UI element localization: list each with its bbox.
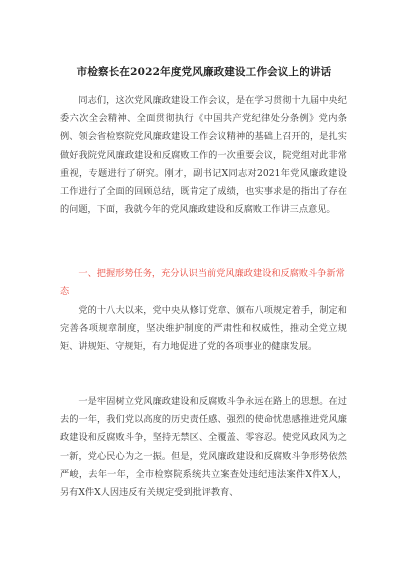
paragraph-point-one: 一是牢固树立党风廉政建设和反腐败斗争永远在路上的思想。在过去的一年，我们党以高度的历史责任感、强烈的使命忧患感推进党风廉政建设和反腐败斗争，坚持无禁区、全覆盖、零容忍。使党风政风为之一新，党心民心为之一振。但是，党风廉政建设和反腐败斗争形势依然严峻，去年一年，全市检察院系统共立案查处违纪违法案件X件X人，另有X件X人因违反有关规定受到批评教育、 (60, 396, 347, 499)
document-title: 市检察长在2022年度党风廉政建设工作会议上的讲话 (76, 66, 332, 78)
paragraph-opening: 同志们，这次党风廉政建设工作会议，是在学习贯彻十九届中央纪委六次全会精神、全面贯彻执行《中国共产党纪律处分条例》党内条例、领会省检察院党风廉政建设工作会议精神的基础上召开的，是扎实做好我院党风廉政建设和反腐败工作的一次重要会议，院党组对此非常重视，专题进行了研究。刚才，副书记X同志对2021年党风廉政建设工作进行了全面的回顾总结，既肯定了成绩，也实事求是的指出了存在的问题，下面，我就今年的党风廉政建设和反腐败工作讲三点意见。 (60, 95, 347, 216)
paragraph-context: 党的十八大以来，党中央从修订党章、颁布八项规定着手，制定和完善各项规章制度，坚决维护制度的严肃性和权威性，推动全党立规矩、讲规矩、守规矩，有力地促进了党的各项事业的健康发展。 (60, 305, 347, 353)
section-heading: 一、把握形势任务，充分认识当前党风廉政建设和反腐败斗争新常态 (60, 268, 345, 298)
